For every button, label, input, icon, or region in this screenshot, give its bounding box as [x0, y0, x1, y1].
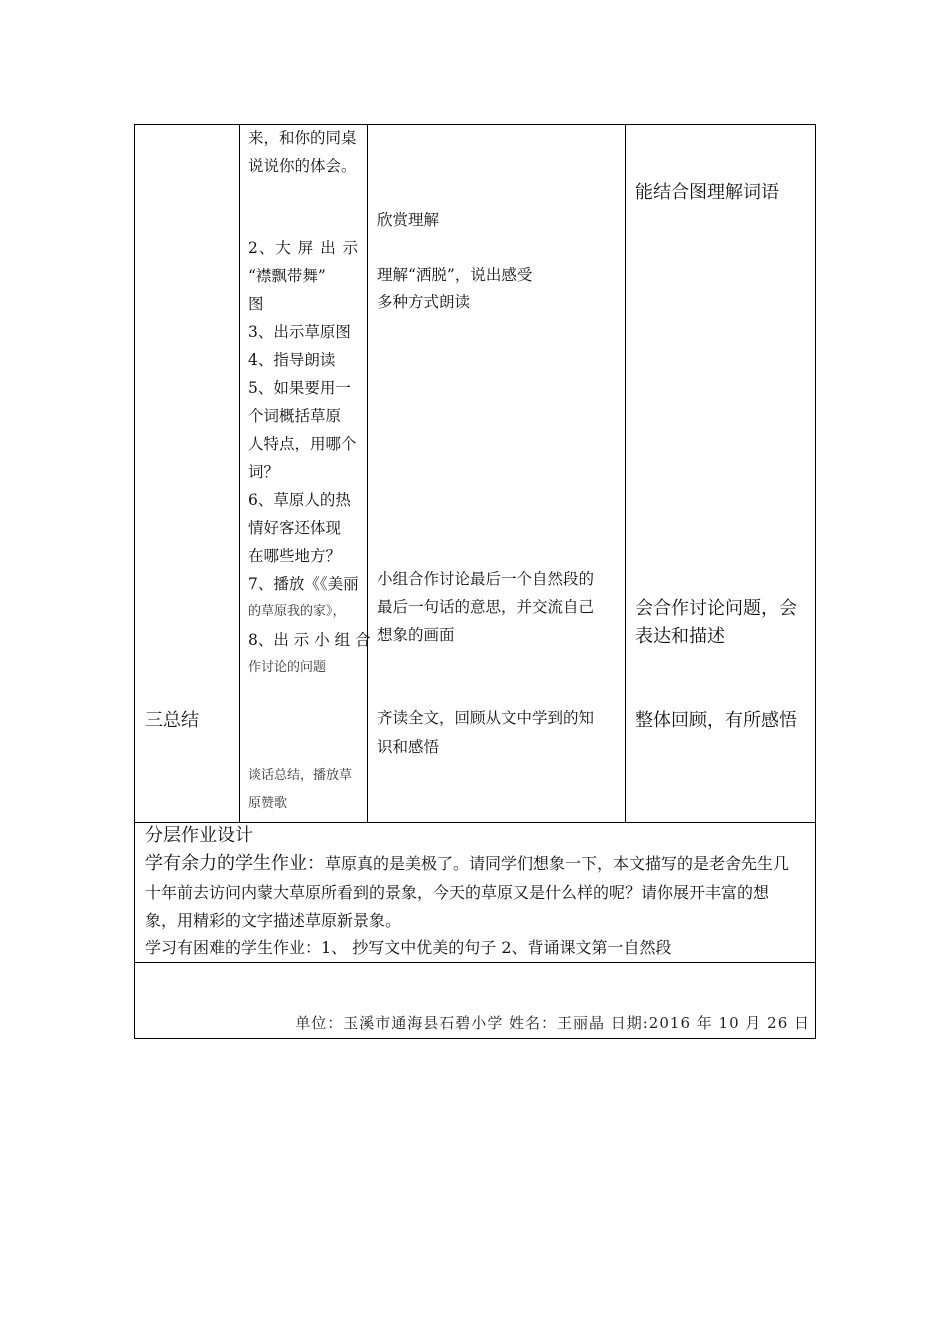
goal-line: 表达和描述 — [635, 626, 725, 647]
homework-advanced-line: 象，用精彩的文字描述草原新景象。 — [145, 911, 402, 930]
step-line: 8、出 示 小 组 合 — [248, 631, 371, 649]
table-border-left — [134, 124, 135, 1039]
step-line: 2、大 屏 出 示 — [248, 239, 360, 257]
step-line: 7、播放《《美丽 — [248, 575, 359, 593]
step-line: “襟飘带舞” — [248, 267, 326, 285]
table-border-right — [815, 124, 816, 1039]
homework-advanced-text: 草原真的是美极了。请同学们想象一下，本文描写的是老舍先生几 — [325, 854, 790, 873]
step-line: 来，和你的同桌 — [248, 129, 357, 147]
step-line: 个词概括草原 — [248, 407, 342, 425]
homework-struggling-line: 学习有困难的学生作业：1、 抄写文中优美的句子 2、背诵课文第一自然段 — [145, 938, 672, 957]
activity-line: 理解“洒脱”，说出感受 — [377, 266, 533, 284]
step-line: 在哪些地方？ — [248, 547, 342, 565]
homework-advanced-line: 十年前去访问内蒙大草原所看到的景象，今天的草原又是什么样的呢？请你展开丰富的想 — [145, 883, 770, 902]
step-line: 人特点，用哪个 — [248, 435, 357, 453]
goal-line: 整体回顾，有所感悟 — [635, 710, 797, 731]
goal-line: 会合作讨论问题，会 — [635, 598, 797, 619]
table-border-bottom — [134, 1038, 816, 1039]
table-divider-col3 — [625, 124, 626, 822]
step-line: 情好客还体现 — [248, 519, 342, 537]
activity-line: 齐读全文，回顾从文中学到的知 — [377, 709, 595, 727]
step-line: 原赞歌 — [248, 796, 288, 811]
step-line: 作讨论的问题 — [248, 660, 327, 675]
table-border-top — [134, 124, 816, 125]
step-line: 5、如果要用一 — [248, 379, 351, 397]
activity-line: 多种方式朗读 — [377, 293, 471, 311]
table-divider-col1 — [239, 124, 240, 822]
homework-advanced-line — [145, 849, 789, 879]
step-line: 谈话总结，播放草 — [248, 768, 353, 783]
step-line: 的草原我的家》， — [248, 604, 346, 619]
activity-line: 想象的画面 — [377, 626, 455, 644]
table-divider-col2 — [367, 124, 368, 822]
step-line: 6、草原人的热 — [248, 491, 351, 509]
homework-title: 分层作业设计 — [145, 825, 253, 846]
homework-advanced-label: 学有余力的学生作业： — [145, 853, 325, 874]
step-line: 说说你的体会。 — [248, 157, 357, 175]
step-line: 3、出示草原图 — [248, 323, 351, 341]
step-line: 词？ — [248, 463, 280, 481]
activity-line: 识和感悟 — [377, 738, 440, 756]
step-line: 4、指导朗读 — [248, 351, 336, 369]
goal-line: 能结合图理解词语 — [635, 182, 779, 203]
activity-line: 最后一句话的意思，并交流自己 — [377, 598, 595, 616]
activity-line: 小组合作讨论最后一个自然段的 — [377, 570, 595, 588]
step-line: 图 — [248, 295, 264, 313]
stage-summary-label: 三总结 — [145, 710, 199, 731]
activity-line: 欣赏理解 — [377, 211, 440, 229]
footer-info: 单位：玉溪市通海县石碧小学 姓名：王丽晶 日期:2016 年 10 月 26 日 — [295, 1014, 810, 1032]
